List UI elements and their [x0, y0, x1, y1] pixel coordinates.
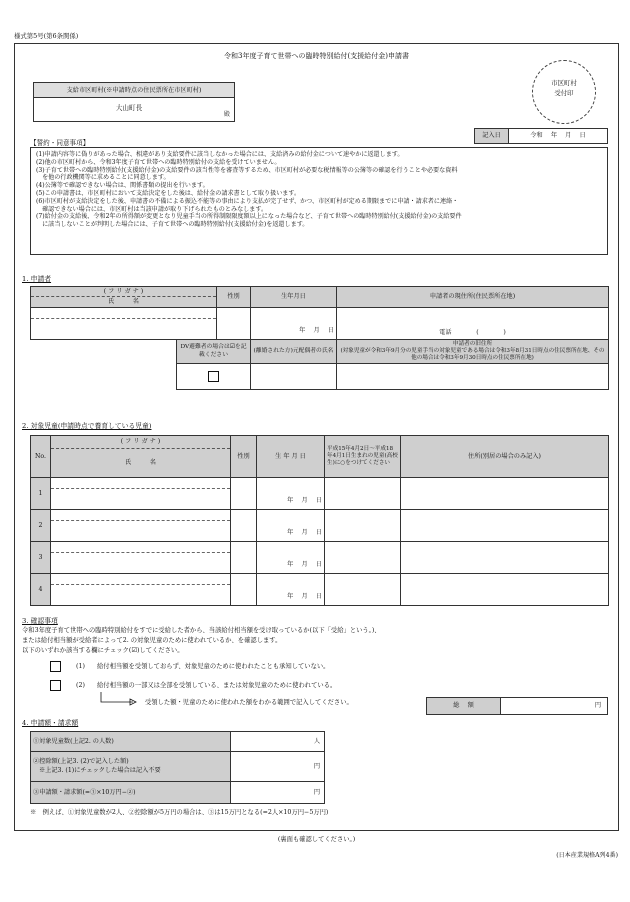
amount-row2-unit: 円 [313, 762, 320, 770]
pledge-item: 確認できない場合には、市区町村は当該申請が取り下げられたものとみなします。 [36, 205, 268, 213]
child-row-number: 3 [31, 542, 51, 574]
confirm-option1-text: 給付相当額を受領しておらず、対象児童のために使われたことも承知していない。 [97, 663, 330, 670]
child-row [31, 478, 609, 510]
amount-row2-input[interactable] [231, 752, 325, 782]
confirm-text2: または給付相当額が受給者によって2. の対象児童のために使われているか、を確認します。 [22, 637, 282, 644]
pledge-item: (5)この申請書は、市区町村において支給決定をした後は、給付金の請求書として取り扱います。 [36, 189, 301, 197]
child-gender-input[interactable] [231, 478, 257, 510]
reception-stamp-area [532, 60, 596, 124]
old-address-input[interactable] [337, 364, 609, 390]
confirm-text3: 以下のいずれか該当する欄にチェック(☑)してください。 [22, 647, 184, 654]
child-row-number: 2 [31, 510, 51, 542]
pledge-item: (7)給付金の支給後、令和2年の所得額が変更となり児童手当の所得制限限度額以上になった場合など、子育て世帯への臨時特別給付(支援給付金)の支給要件 [36, 213, 462, 221]
child-address-input[interactable] [401, 510, 609, 542]
payer-box [33, 82, 235, 122]
form-title: 令和3年度子育て世帯への臨時特別給付(支援給付金)申請書 [224, 52, 409, 60]
confirm-option2-number: (2) [76, 682, 85, 689]
confirm-option2-text: 給付相当額の一部又は全部を受領している、または対象児童のために使われている。 [97, 682, 337, 689]
children-address-header: 住所(別居の場合のみ記入) [401, 436, 609, 478]
applicant-sub-table [176, 339, 609, 390]
arrow-note: 受領した額・児童のために使われた額をわかる範囲で記入してください。 [145, 699, 353, 706]
amount-row3-input[interactable] [231, 782, 325, 804]
child-row [31, 542, 609, 574]
applicant-birth-value: 年 月 日 [299, 327, 334, 335]
child-name-input[interactable] [51, 553, 230, 573]
child-address-input[interactable] [401, 542, 609, 574]
applicant-gender-input[interactable] [217, 308, 251, 340]
entry-date-box [474, 128, 608, 144]
applicant-gender-header: 性別 [217, 287, 251, 308]
section-amount-title: 4. 申請額・請求額 [22, 719, 79, 727]
child-row-number: 1 [31, 478, 51, 510]
payer-header: 支給市区町村(※申請時点の住民票所在市区町村) [34, 83, 234, 98]
child-highschool-input[interactable] [325, 478, 401, 510]
child-highschool-input[interactable] [325, 574, 401, 606]
applicant-furigana-input[interactable] [31, 308, 216, 319]
child-gender-input[interactable] [231, 574, 257, 606]
child-row [31, 510, 609, 542]
confirm-option1-number: (1) [76, 663, 85, 670]
amount-row3-label: ③申請額・請求額(=①×10万円−②) [31, 782, 231, 804]
amount-row1-label: ①対象児童数(上記2. の人数) [31, 732, 231, 752]
jis-note: (日本産業規格A列4番) [556, 852, 618, 859]
child-highschool-input[interactable] [325, 510, 401, 542]
applicant-birth-header: 生年月日 [251, 287, 337, 308]
pledge-item: に該当しないことが判明した場合には、子育て世帯への臨時特別給付(支援給付金)を返還します。 [36, 221, 309, 229]
children-no-header: No. [31, 436, 51, 478]
form-number: 様式第5号(第6条関係) [14, 32, 79, 40]
child-birth-value: 年 月 日 [287, 529, 322, 537]
total-unit: 円 [594, 702, 601, 709]
ex-spouse-input[interactable] [251, 364, 337, 390]
old-address-title: 申請者の旧住所 [452, 341, 493, 348]
pledge-title: 【誓約・同意事項】 [30, 139, 90, 147]
back-note: (裏面も確認してください。) [277, 836, 356, 843]
child-name-input[interactable] [51, 585, 230, 605]
payer-name[interactable]: 大山町長 [115, 104, 143, 112]
children-gender-header: 性別 [231, 436, 257, 478]
child-address-input[interactable] [401, 478, 609, 510]
child-birth-value: 年 月 日 [287, 497, 322, 505]
section-children-title: 2. 対象児童(申請時点で養育している児童) [22, 422, 152, 430]
child-furigana-input[interactable] [51, 574, 230, 585]
children-table [30, 435, 609, 606]
section-applicant-title: 1. 申請者 [22, 275, 52, 283]
confirm-text1: 令和3年度子育て世帯への臨時特別給付をすでに受給した者から、当該給付相当額を受け取っているか(以下「受給」という。)、 [22, 627, 381, 634]
amount-row2-label: ②控除額(上記3. (2)で記入した額) [33, 758, 129, 766]
applicant-address-header: 申請者の現住所(住民票所在地) [337, 287, 609, 308]
pledge-item: (6)市区町村が支給決定をした後、申請書の不備による振込不能等の事由により支払が完了せず、かつ、市区町村が定める期限までに申請・請求者に連絡・ [36, 197, 459, 205]
child-name-input[interactable] [51, 489, 230, 509]
pledge-item: を他の行政機関等に求めることに同意します。 [36, 174, 170, 182]
ex-spouse-header: (離婚された方)元配偶者の氏名 [251, 340, 337, 364]
pledge-item: (4)公簿等で確認できない場合は、関係書類の提出を行います。 [36, 182, 209, 190]
child-name-input[interactable] [51, 521, 230, 541]
amount-row1-unit: 人 [313, 737, 320, 745]
child-gender-input[interactable] [231, 510, 257, 542]
payer-honorific: 殿 [223, 111, 230, 118]
applicant-furigana-header: ( フ リ ガ ナ ) [31, 287, 216, 297]
pledge-item: (3)子育て世帯への臨時特別給付(支援給付金)の支給要件の該当性等を審査等するため、市区町村が必要な税情報等の公簿等の確認を行うことや必要な資料 [36, 166, 458, 174]
child-birth-input[interactable] [257, 510, 325, 542]
total-label: 総 額 [427, 698, 501, 714]
amount-row2-note: ※上記3. (1)にチェックした場合は記入不要 [39, 766, 161, 774]
child-row [31, 574, 609, 606]
pledge-item: (2)他の市区町村から、令和3年度子育て世帯への臨時特別給付の支給を受けていません。 [36, 158, 281, 166]
old-address-note: (対象児童が令和3年9月分の児童手当の対象児童である場合は令和3年8月31日時点の住民票所在地、その他の場合は令和3年9月30日時点の住民票所在地) [340, 348, 605, 361]
entry-date-value[interactable]: 令和 年 月 日 [530, 132, 586, 139]
child-birth-input[interactable] [257, 574, 325, 606]
stamp-line1: 市区町村 [551, 79, 577, 87]
child-furigana-input[interactable] [51, 510, 230, 521]
children-birth-header: 生 年 月 日 [257, 436, 325, 478]
child-birth-input[interactable] [257, 542, 325, 574]
pledge-item: (1)申請内容等に偽りがあった場合、相違があり支給要件に該当しなかった場合には、支給済みの給付金について速やかに返還します。 [36, 151, 404, 158]
confirm-option2-checkbox[interactable] [50, 680, 61, 691]
applicant-name-input[interactable] [31, 319, 216, 339]
confirm-option1-checkbox[interactable] [50, 661, 61, 672]
amount-row1-input[interactable] [231, 732, 325, 752]
applicant-phone-label: 電話 ( ) [439, 329, 506, 337]
children-highschool-header: 平成15年4月2日〜平成18年4月1日生まれの児童(高校生)に○をつけてください [325, 436, 401, 478]
children-name-header: 氏 名 [125, 459, 156, 466]
stamp-line2: 受付印 [554, 88, 574, 97]
pledge-box [30, 147, 608, 255]
entry-date-label: 記入日 [475, 129, 509, 143]
applicant-address-input[interactable] [337, 308, 609, 340]
total-box [426, 697, 608, 715]
pledge-list [36, 151, 602, 229]
applicant-name-header: 氏 名 [108, 298, 139, 305]
dv-note: DV避難者の場合は☑を記載ください [177, 340, 251, 364]
dv-checkbox[interactable] [208, 371, 219, 382]
amount-example: ※ 例えば、①対象児童数が2人、②控除額が5万円の場合は、③は15万円となる(=2人×10万円−5万円) [30, 809, 329, 816]
children-furigana-header: ( フ リ ガ ナ ) [51, 436, 230, 449]
child-gender-input[interactable] [231, 542, 257, 574]
child-address-input[interactable] [401, 574, 609, 606]
child-birth-input[interactable] [257, 478, 325, 510]
child-highschool-input[interactable] [325, 542, 401, 574]
child-birth-value: 年 月 日 [287, 561, 322, 569]
child-birth-value: 年 月 日 [287, 593, 322, 601]
amount-row3-unit: 円 [313, 788, 320, 796]
total-input[interactable] [501, 698, 607, 714]
child-furigana-input[interactable] [51, 478, 230, 489]
section-confirm-title: 3. 確認事項 [22, 617, 58, 625]
amount-table [30, 731, 325, 804]
applicant-table [30, 286, 609, 340]
child-row-number: 4 [31, 574, 51, 606]
arrow-icon [99, 691, 139, 707]
child-furigana-input[interactable] [51, 542, 230, 553]
applicant-birth-input[interactable] [251, 308, 337, 340]
